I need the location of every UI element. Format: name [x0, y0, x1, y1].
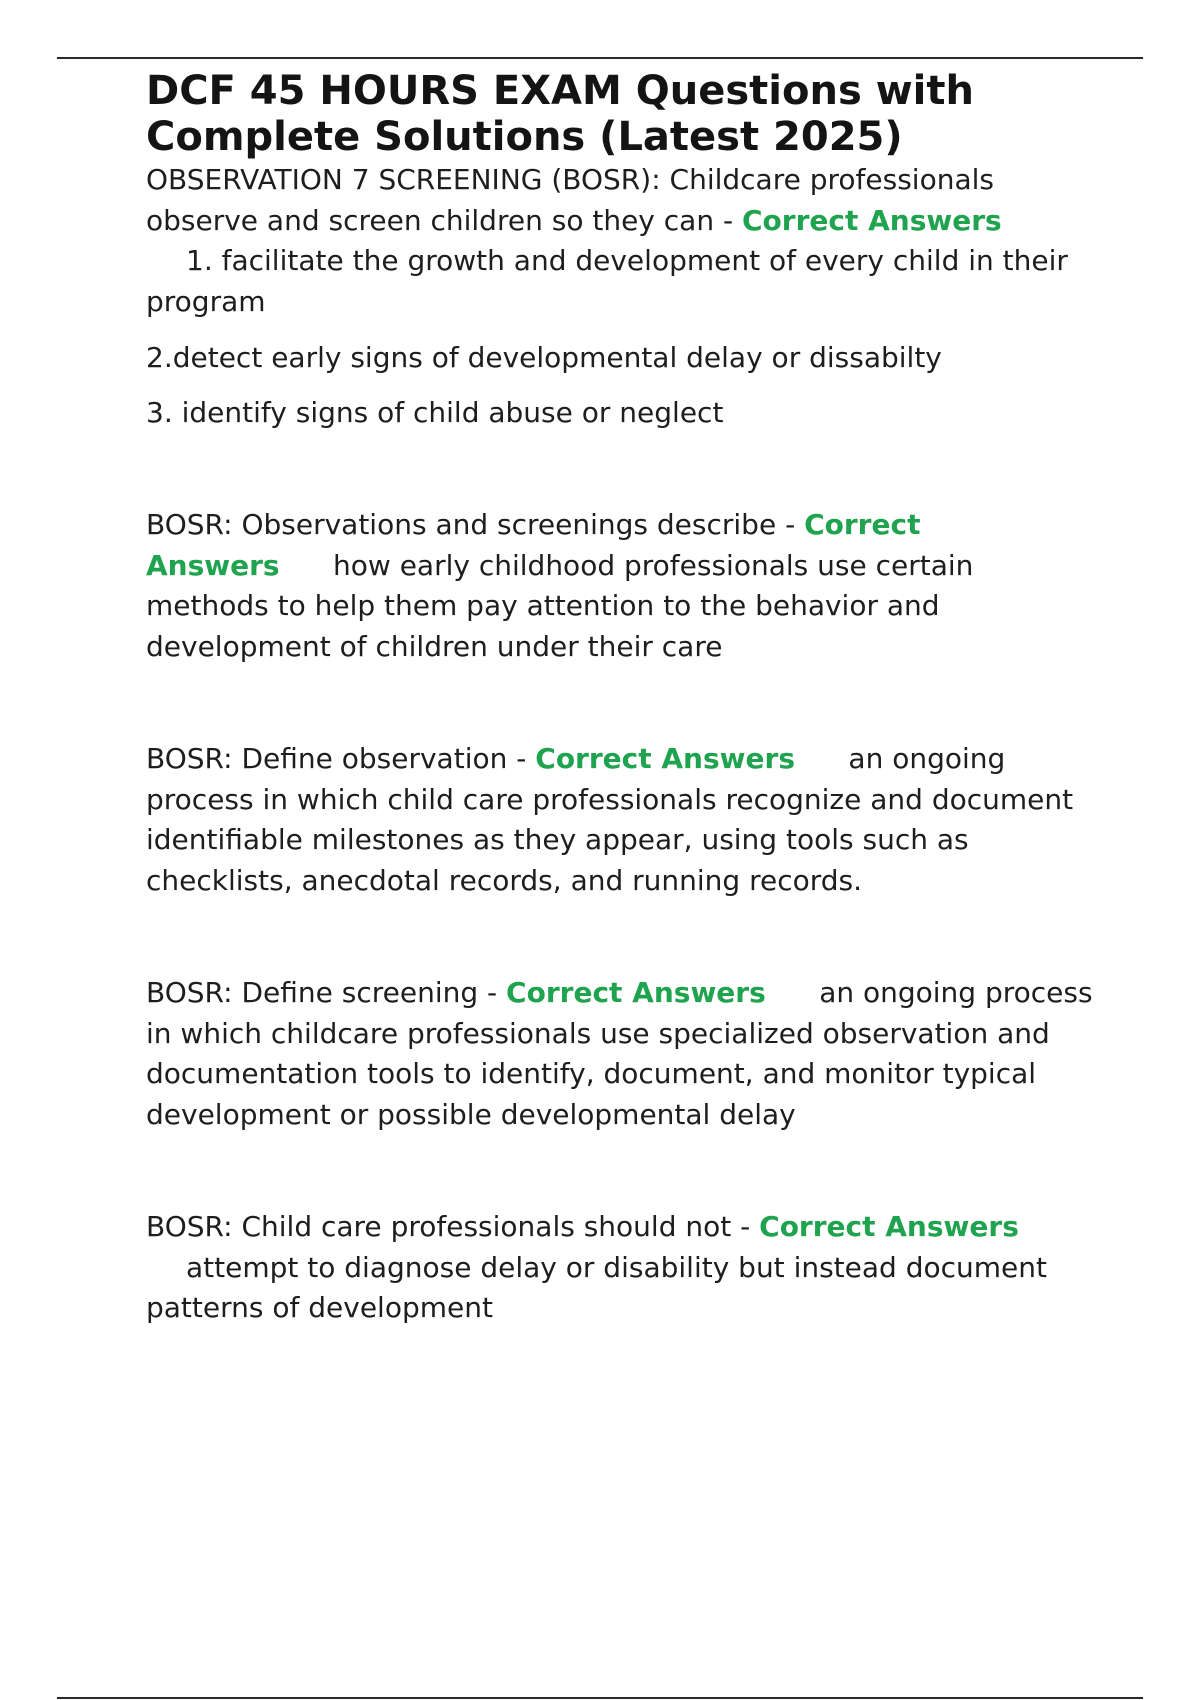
qa-item-3 [146, 739, 1096, 901]
qa-item-1 [146, 160, 1096, 322]
correct-answers-label: Correct Answers [741, 203, 1002, 237]
bottom-rule [57, 1697, 1143, 1699]
question-text: BOSR: Observations and screenings describe - [146, 508, 805, 541]
top-rule [57, 57, 1143, 59]
correct-answers-label: Correct Answers [146, 508, 921, 582]
correct-answers-label: Correct Answers [535, 742, 795, 775]
qa-item-5 [146, 1207, 1096, 1329]
document-page [146, 68, 1096, 1329]
correct-answers-label: Correct Answers [506, 976, 766, 1009]
question-text: BOSR: Define screening - [146, 976, 507, 1009]
correct-answers-label: Correct Answers [759, 1210, 1019, 1243]
answer-text: an ongoing process in which childcare professionals use specialized observation and documentation tools to identify, document, and monitor typical development or possible developmental delay [146, 976, 1093, 1131]
answer-line-2: 2.detect early signs of developmental delay or dissabilty [146, 341, 942, 374]
qa-item-2 [146, 505, 1096, 667]
question-text: BOSR: Define observation - [146, 742, 536, 775]
document-title: DCF 45 HOURS EXAM Questions with Complete Solutions (Latest 2025) [146, 68, 974, 160]
answer-text: how early childhood professionals use certain methods to help them pay attention to the behavior and development of children under their care [146, 548, 974, 663]
question-text: OBSERVATION 7 SCREENING (BOSR): Childcare professionals observe and screen children so they can - [146, 163, 994, 237]
qa-item-4 [146, 973, 1096, 1135]
answer-line-1: 1. facilitate the growth and development of every child in their program [146, 244, 1068, 318]
answer-text: attempt to diagnose delay or disability but instead document patterns of development [146, 1250, 1047, 1324]
answer-line-3: 3. identify signs of child abuse or neglect [146, 395, 724, 429]
answer-text: an ongoing process in which child care professionals recognize and document identifiable milestones as they appear, using tools such as checklists, anecdotal records, and running records. [146, 742, 1074, 897]
question-text: BOSR: Child care professionals should not - [146, 1210, 760, 1243]
